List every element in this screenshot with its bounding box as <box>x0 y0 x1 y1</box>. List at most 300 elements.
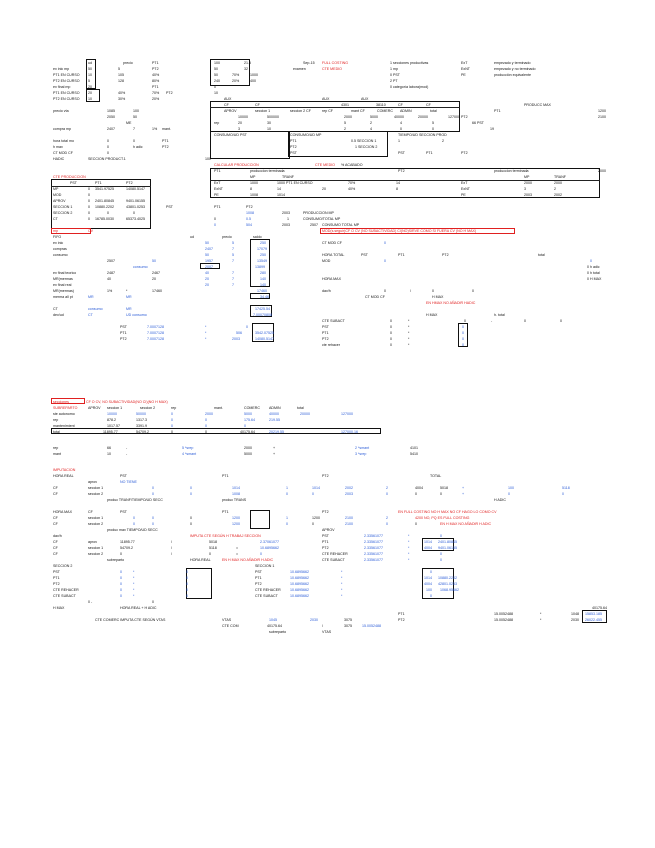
cell-text: CT <box>53 217 58 221</box>
cell-text: 7 <box>232 283 234 287</box>
cell-text: PT1 <box>152 61 159 65</box>
cell-text: merma all pt <box>53 295 73 299</box>
cell-text: 0 <box>462 337 464 341</box>
cell-text: 240 <box>214 79 220 83</box>
cell-text: CTE COM <box>222 624 239 628</box>
cell-text: seccion 2 <box>88 552 104 556</box>
cell-text: 100 <box>214 61 220 65</box>
cell-text: PT2 <box>152 67 159 71</box>
cell-text: * <box>408 546 410 550</box>
cell-text: / <box>171 546 172 550</box>
cell-text: PT1 <box>494 109 501 113</box>
cell-text: + <box>273 452 276 456</box>
cell-text: 40% <box>152 73 160 77</box>
cell-text: 10.6895662 <box>290 582 309 586</box>
cell-text: CF <box>53 546 58 550</box>
cell-text: * <box>341 582 343 586</box>
cell-text: produccion terminada <box>250 169 285 173</box>
cell-text: CT <box>53 307 58 311</box>
cell-text: 0 <box>415 522 417 526</box>
cell-text: 0 <box>462 325 464 329</box>
cell-text: ADMIN <box>269 406 281 410</box>
cell-text: PT1 <box>255 576 262 580</box>
cell-text: 5018 <box>440 486 448 490</box>
cell-text: CF <box>53 522 58 526</box>
cell-text: 7 <box>232 259 234 263</box>
cell-text: HADIC <box>53 157 65 161</box>
cell-text: 0 <box>432 289 434 293</box>
cell-text: 43801.0253 <box>126 205 145 209</box>
cell-text: 40175.64 <box>267 624 282 628</box>
cell-text: = <box>236 546 239 550</box>
cell-text: compras <box>53 247 67 251</box>
cell-text: 2 <box>442 139 444 143</box>
cell-text: / <box>171 540 172 544</box>
cell-text: 0 <box>390 337 392 341</box>
cell-text: 2.33561077 <box>364 546 383 550</box>
cell-text: mp <box>53 229 58 233</box>
cell-text: subreparto <box>107 558 125 562</box>
cell-text: CTE SUBACT <box>255 594 278 598</box>
cell-text: 0 <box>133 522 135 526</box>
cell-text: ME <box>126 121 132 125</box>
cell-text: 1008 <box>250 193 258 197</box>
cell-text: CTE PRODUCCION <box>53 175 86 179</box>
cell-text: 40% <box>348 187 356 191</box>
cell-text: ex inic mp <box>53 67 70 71</box>
cell-text: * <box>408 331 410 335</box>
cell-text: VTAS <box>322 630 332 634</box>
cell-text: 7 <box>133 127 135 131</box>
cell-text: 2 <box>554 187 556 191</box>
cell-text: 8 <box>396 187 398 191</box>
cell-text: 0 <box>390 343 392 347</box>
cell-text: 14 <box>396 181 400 185</box>
cell-text: 10 <box>267 127 271 131</box>
cell-text: 100 <box>205 157 211 161</box>
cell-text: PT1 <box>290 139 297 143</box>
cell-text: rep <box>214 121 220 125</box>
seccion2-box <box>186 568 212 599</box>
cell-text: PT1 <box>426 151 433 155</box>
cell-text: 2401.80845 <box>95 199 114 203</box>
cell-text: 1317.3 <box>136 418 147 422</box>
cell-text: 1 <box>398 139 400 143</box>
cell-text: subreparto <box>269 630 287 634</box>
cell-text: PST <box>322 534 329 538</box>
table-rule <box>210 180 600 181</box>
cell-text: 2.33561077 <box>364 558 383 562</box>
cell-text: 2507 <box>107 259 115 263</box>
cell-text: CONSUMO/UD MP <box>290 133 322 137</box>
cell-text: 17460 <box>152 289 162 293</box>
cell-text: h. total <box>494 313 505 317</box>
cell-text: 1 secciones productivas <box>390 61 429 65</box>
cell-text: 0 <box>88 217 90 221</box>
cell-text: 4 <box>370 127 372 131</box>
cell-text: 1% <box>107 289 113 293</box>
cell-text: precio <box>222 235 232 239</box>
cell-text: 4004 <box>424 546 432 550</box>
cell-text: 100 <box>426 588 432 592</box>
cell-text: EN FULL COSTING NO H MAX NO CF HAGO LO COMO CV <box>398 510 497 514</box>
cell-text: * <box>133 588 135 592</box>
cell-text: CV <box>88 229 93 233</box>
cell-text: 1014 <box>277 193 285 197</box>
cell-text: 3075 <box>344 618 352 622</box>
cell-text: PT1 <box>322 331 329 335</box>
cell-text: 2000 <box>554 181 562 185</box>
cell-text: 5410 <box>410 452 418 456</box>
cell-text: 0.5 <box>246 217 251 221</box>
cell-text: 140 <box>260 277 266 281</box>
cell-text: 0 <box>464 319 466 323</box>
cell-text: SUBREPARTO <box>53 406 78 410</box>
cell-text: 0 PST <box>390 73 400 77</box>
cell-text: h max <box>53 145 63 149</box>
cell-text: 1014 <box>424 540 432 544</box>
cell-text: HORA REAL <box>190 558 211 562</box>
cell-text: rep CF <box>322 109 333 113</box>
cell-text: 38110 <box>376 103 386 107</box>
cell-text: 5 <box>344 121 346 125</box>
cell-text: H MAX <box>432 295 444 299</box>
cell-text: PT1 <box>162 139 169 143</box>
cell-text: MR <box>126 295 132 299</box>
cell-text: * <box>126 289 128 293</box>
cell-text: MR <box>88 295 94 299</box>
cell-text: 0 <box>190 486 192 490</box>
cell-text: 0 <box>120 552 122 556</box>
cell-text: total <box>430 109 437 113</box>
cell-text: PT2 <box>126 181 133 185</box>
cell-text: CALCULAR PRODUCCION <box>214 163 259 167</box>
cell-text: 0 <box>205 418 207 422</box>
cell-text: 128 <box>118 79 124 83</box>
cell-text: 0 <box>107 139 109 143</box>
total-row-box <box>51 428 381 434</box>
cell-text: PT2 <box>322 337 329 341</box>
cell-text: 1200 <box>312 516 320 520</box>
cell-text: 17079 <box>257 247 267 251</box>
cell-text: 0 <box>390 325 392 329</box>
cell-text: 0 <box>246 325 248 329</box>
cell-text: 2100 <box>345 516 353 520</box>
cell-text: 11895.77 <box>103 430 118 434</box>
cell-text: 400 <box>250 79 256 83</box>
cell-text: 7 <box>232 247 234 251</box>
cell-text: ste autonomo <box>53 412 75 416</box>
cell-text: COMERC <box>377 109 393 113</box>
cell-text: HORA REAL + H ADIC <box>120 606 157 610</box>
cell-text: 42801.0253 <box>438 582 457 586</box>
cell-text: 1008 <box>246 211 254 215</box>
cell-text: PT2 <box>246 205 253 209</box>
cell-text: CTE COMERC IMPUTA CTE SEGÚN VTAS <box>95 618 166 622</box>
cell-text: 5 <box>88 79 90 83</box>
table-rule <box>210 107 460 108</box>
cell-text: PE <box>214 193 219 197</box>
cell-text: 3 *srep <box>355 452 367 456</box>
cell-text: 0 <box>152 516 154 520</box>
cell-text: PST <box>290 151 297 155</box>
cell-text: 500000 <box>267 115 279 119</box>
cell-text: 0 <box>190 522 192 526</box>
cell-text: MR(mermas <box>53 277 73 281</box>
cell-text: / <box>410 289 411 293</box>
cell-text: 40 <box>205 271 209 275</box>
cell-text: 0 <box>107 211 109 215</box>
cell-text: 2507 <box>310 223 318 227</box>
cell-text: 0 categoría labora(mod) <box>390 85 429 89</box>
cell-text: 0 <box>133 211 135 215</box>
cell-text: 9401.06155 <box>126 199 145 203</box>
cell-text: 3542.07525 <box>255 331 274 335</box>
cell-text: 7 <box>232 277 234 281</box>
cell-text: 50 <box>205 253 209 257</box>
cell-text: 1200 <box>232 516 240 520</box>
cell-text: * <box>408 319 410 323</box>
cell-text: 0 - <box>88 600 93 604</box>
cell-text: 0 <box>440 552 442 556</box>
cell-text: * <box>540 618 542 622</box>
cell-text: 1 <box>286 516 288 520</box>
cell-text: 19 <box>490 127 494 131</box>
cell-text: PE <box>461 193 466 197</box>
cell-text: PT1 <box>398 253 405 257</box>
cell-text: 2.33561077 <box>364 552 383 556</box>
cell-text: 0 h adic <box>587 265 600 269</box>
cell-text: 0 <box>171 412 173 416</box>
cell-text: AUX <box>224 97 232 101</box>
cell-text: seccion 1 <box>88 546 104 550</box>
cell-text: 0 <box>312 492 314 496</box>
cell-text: 15.0052488 <box>494 612 513 616</box>
cell-text: + <box>462 492 465 496</box>
cell-text: seccion 1 <box>107 406 123 410</box>
cell-text: * <box>133 582 135 586</box>
cell-text: 105 <box>118 73 124 77</box>
cell-text: + <box>462 486 465 490</box>
cell-text: APROV <box>224 109 237 113</box>
cell-text: 0 <box>190 516 192 520</box>
cell-text: 26022.455 <box>585 618 602 622</box>
cell-text: HORA TOTAL <box>322 253 345 257</box>
cell-text: 1048 <box>571 612 579 616</box>
cell-text: seccion 2 <box>88 492 104 496</box>
cell-text: Sep-15 <box>303 61 315 65</box>
cell-text: SECCION 1 <box>255 564 275 568</box>
cell-text: PT1 <box>398 612 405 616</box>
cell-text: PE <box>461 73 466 77</box>
cell-text: 5 <box>232 253 234 257</box>
cell-text: 0 <box>171 430 173 434</box>
cell-text: APROV <box>88 406 101 410</box>
cell-text: CTE SUBACT <box>322 319 345 323</box>
cell-text: 50000 <box>136 412 146 416</box>
cell-text: 40175.64 <box>240 430 255 434</box>
cell-text: PT2 <box>322 474 329 478</box>
cell-text: 10880.2202 <box>438 576 457 580</box>
cell-text: CTE SUBACT <box>322 558 345 562</box>
cell-text: * <box>133 576 135 580</box>
cell-text: 2002 <box>554 193 562 197</box>
cell-text: 10.6895662 <box>260 546 279 550</box>
cell-text: SECCION 1 <box>53 205 73 209</box>
cell-text: 5000 <box>370 115 378 119</box>
cell-text: ExT <box>461 181 468 185</box>
cell-text: seccion 1 <box>88 486 104 490</box>
cell-text: 10 <box>88 97 92 101</box>
cell-text: PT1 <box>53 576 60 580</box>
cell-text: PT2 <box>290 145 297 149</box>
cell-text: 2000 <box>244 446 252 450</box>
cell-text: 0 <box>440 534 442 538</box>
cell-text: * <box>205 325 207 329</box>
cell-text: 40175.64 <box>592 606 607 610</box>
cell-text: 1068.95662 <box>440 588 459 592</box>
cell-text: 4004 <box>415 486 423 490</box>
cell-text: * <box>341 576 343 580</box>
cell-text: EN H MAX NO AÑADIR H ADIC <box>440 522 492 526</box>
cell-text: * <box>408 552 410 556</box>
cell-text: 54709.2 <box>136 430 149 434</box>
cell-text: PST <box>53 570 60 574</box>
cell-text: secciones <box>53 400 69 404</box>
cell-text: aprov <box>88 540 97 544</box>
cell-text: mant. <box>214 406 223 410</box>
cell-text: 0 <box>120 594 122 598</box>
cell-text: SECCION PRODUCT.1 <box>88 157 126 161</box>
cell-text: empezado y no terminado <box>494 67 536 71</box>
cell-text: 4 *smant <box>182 452 197 456</box>
cell-text: 2030 <box>310 618 318 622</box>
cell-text: ExNT <box>461 187 470 191</box>
cell-text: H ADIC <box>494 498 506 502</box>
cell-text: * <box>408 325 410 329</box>
cell-text: PT2 <box>53 582 60 586</box>
cell-text: TRANF <box>282 175 294 179</box>
cell-text: PST <box>322 325 329 329</box>
cell-text: CTE MEDIO <box>315 163 335 167</box>
cell-text: rep <box>171 406 177 410</box>
cell-text: 20 <box>205 283 209 287</box>
cell-text: 20 <box>238 121 242 125</box>
cell-text: ADMIN <box>400 109 412 113</box>
cell-text: saldo <box>253 235 262 239</box>
cell-text: 0 <box>214 85 216 89</box>
cell-text: 5018 <box>209 540 217 544</box>
cell-text: 1000 <box>250 73 258 77</box>
cell-text: ud <box>190 235 194 239</box>
cell-text: produc max TIEMPO/UD SECC <box>107 528 158 532</box>
cell-text: 5000 <box>244 452 252 456</box>
cell-text: 2003 <box>232 337 240 341</box>
cell-text: HORA MAX <box>53 510 72 514</box>
cell-text: PT2 <box>162 145 169 149</box>
cell-text: 4101 <box>410 446 418 450</box>
cell-text: 0 <box>384 289 386 293</box>
cell-text: 10000 <box>238 115 248 119</box>
cell-text: 2030 <box>571 618 579 622</box>
cell-text: TOTAL <box>430 474 442 478</box>
cell-text: seccion 1 <box>88 516 104 520</box>
cell-text: 0 <box>286 522 288 526</box>
cell-text: 10.6895662 <box>290 570 309 574</box>
cell-text: PST <box>120 325 127 329</box>
cell-text: 2401.80845 <box>438 540 457 544</box>
cell-text: CT MOD CF <box>53 151 73 155</box>
cell-text: 1000 <box>250 181 258 185</box>
cell-text: 0 <box>390 319 392 323</box>
cell-text: 9401.06155 <box>438 546 457 550</box>
cell-text: rep <box>53 418 59 422</box>
cell-text: PST <box>120 510 127 514</box>
cell-text: 0 <box>386 522 388 526</box>
cell-text: mant. <box>162 127 171 131</box>
cell-text: 0 <box>440 492 442 496</box>
cell-text: PT2 <box>120 337 127 341</box>
cell-text: 17460 <box>257 289 267 293</box>
cell-text: 10 <box>88 73 92 77</box>
cell-text: PST <box>255 570 262 574</box>
cell-text: 20% <box>232 79 240 83</box>
cell-text: MOD <box>322 259 331 263</box>
cell-text: PT2 <box>398 169 405 173</box>
cell-text: ex final real <box>53 283 72 287</box>
cell-text: 0 <box>260 552 262 556</box>
cell-text: 0 <box>186 570 188 574</box>
cell-text: 2003 <box>345 492 353 496</box>
cell-text: 2.37061077 <box>260 540 279 544</box>
cell-text: 1008 <box>232 492 240 496</box>
cell-text: CONSUMO/TOTAL MP <box>303 217 341 221</box>
cell-text: H MAX <box>426 313 438 317</box>
cell-text: 20 <box>152 277 156 281</box>
cell-text: MR <box>126 307 132 311</box>
cell-text: * <box>408 540 410 544</box>
cell-text: TRANF <box>554 175 566 179</box>
cell-text: 30 <box>267 121 271 125</box>
cell-text: FULL COSTING <box>322 61 349 65</box>
cell-text: 0 H MAX <box>587 277 602 281</box>
cell-text: 50 <box>88 67 92 71</box>
cell-text: 20000 <box>300 412 310 416</box>
cell-text: 1% <box>152 127 158 131</box>
cell-text: 100 <box>133 109 139 113</box>
cell-text: 1 <box>286 486 288 490</box>
cell-text: empezado y terminado <box>494 61 531 65</box>
cell-text: PRODUCC MAX <box>524 103 551 107</box>
cell-text: seccion 1 <box>255 109 271 113</box>
cell-text: 3 <box>524 187 526 191</box>
cell-text: 0 <box>171 418 173 422</box>
cell-text: 280 <box>260 271 266 275</box>
cell-text: PST <box>120 474 127 478</box>
cell-text: 0 <box>390 331 392 335</box>
cell-text: 127000 <box>341 412 353 416</box>
cell-text: ud <box>88 61 92 65</box>
cell-text: 5118 <box>562 486 570 490</box>
cell-text: rep <box>53 446 59 450</box>
cell-text: PT1 <box>322 540 329 544</box>
cell-text: PST <box>166 205 173 209</box>
cell-text: PT1 <box>222 510 229 514</box>
cell-text: dev/ud <box>53 313 64 317</box>
cell-text: 0 <box>214 217 216 221</box>
cell-text: CF <box>224 103 229 107</box>
cell-text: CTE SUBACT <box>53 594 76 598</box>
